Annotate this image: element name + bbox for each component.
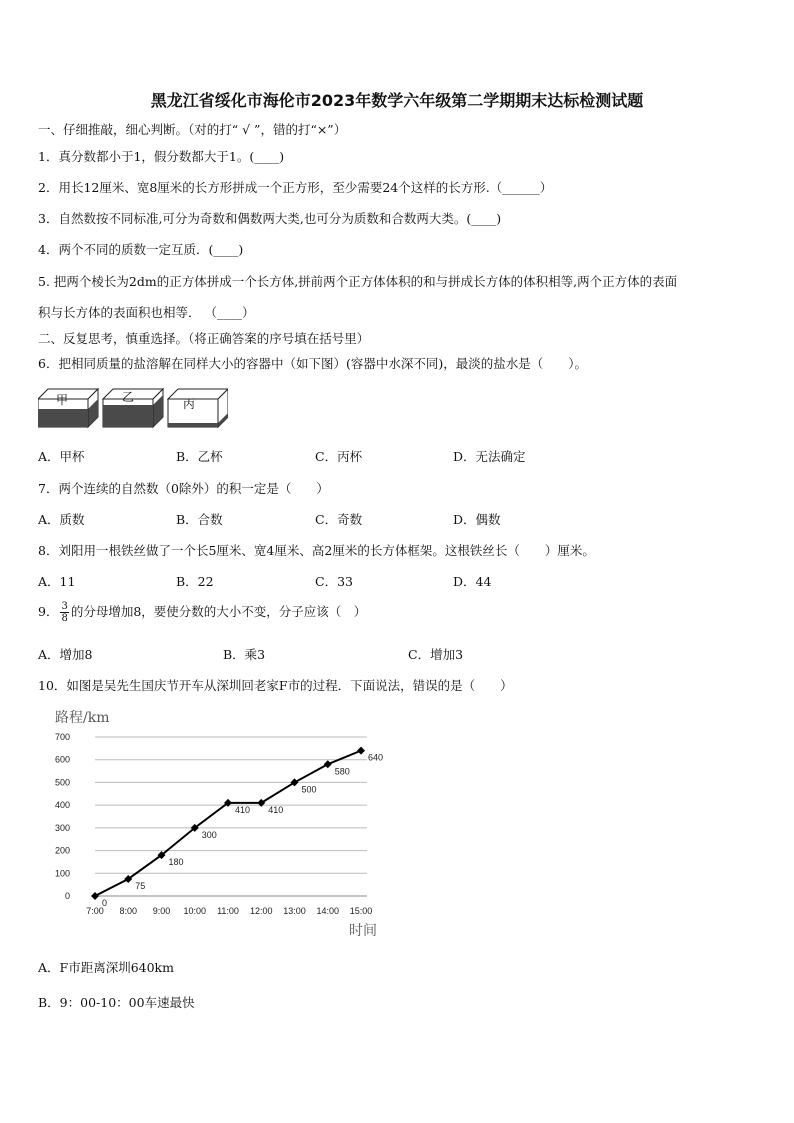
chart-data-label: 410: [235, 804, 251, 815]
chart-y-ticks: [55, 732, 70, 901]
q9-fraction-denominator: 8: [61, 613, 68, 624]
q8-option-a: A．11: [38, 574, 76, 589]
question-1: 1．真分数都小于1，假分数都大于1。(____): [38, 149, 285, 164]
container-bing-label: 丙: [183, 397, 196, 411]
chart-series-line: [95, 751, 361, 896]
q7-option-b: B．合数: [176, 512, 223, 527]
chart-grid: [95, 737, 367, 896]
chart-x-tick-label: 12:00: [249, 906, 273, 916]
chart-y-tick-label: 300: [54, 822, 70, 833]
q10-option-a: A．F市距离深圳640km: [38, 960, 174, 975]
question-8: 8．刘阳用一根铁丝做了一个长5厘米、宽4厘米、高2厘米的长方体框架。这根铁丝长（ ）厘米。: [38, 543, 595, 558]
q8-option-c: C．33: [315, 574, 353, 589]
section-2-heading: 二、反复思考，慎重选择。（将正确答案的序号填在括号里）: [38, 331, 370, 346]
question-9: [38, 601, 366, 624]
q7-option-c: C．奇数: [315, 512, 363, 527]
chart-y-tick-label: 700: [54, 732, 70, 742]
q10-option-b: B．9：00-10：00车速最快: [38, 995, 195, 1010]
chart-line: [95, 751, 361, 896]
question-6: 6．把相同质量的盐溶解在同样大小的容器中（如下图）(容器中水深不同)，最淡的盐水是（ ）。: [38, 356, 587, 371]
chart-y-tick-label: 500: [54, 777, 70, 788]
container-jia-label: 甲: [56, 393, 69, 407]
chart-data-label: 580: [334, 766, 350, 777]
chart-data-label: 640: [368, 752, 384, 763]
question-5-line-1: 5. 把两个棱长为2dm的正方体拼成一个长方体,拼前两个正方体体积的和与拼成长方体的体积相等,两个正方体的表面: [38, 274, 678, 289]
q9-fraction: [60, 601, 68, 624]
container-yi: [103, 389, 163, 427]
chart-y-tick-label: 100: [54, 868, 70, 879]
q9-option-c: C．增加3: [408, 647, 464, 662]
chart-y-axis-label: 路程/km: [55, 710, 110, 726]
containers-figure: [38, 387, 228, 433]
chart-x-tick-label: 8:00: [119, 906, 138, 916]
chart-x-tick-label: 10:00: [183, 906, 207, 916]
chart-data-label: 180: [168, 857, 184, 868]
chart-data-label: 300: [201, 829, 217, 840]
q9-text: 的分母增加8，要使分数的大小不变，分子应该（ ）: [70, 604, 367, 619]
q6-option-d: D．无法确定: [453, 449, 526, 464]
question-7: 7．两个连续的自然数（0除外）的积一定是（ ）: [38, 481, 329, 496]
chart-y-tick-label: 200: [54, 845, 70, 856]
chart-x-axis-label: 时间: [349, 923, 377, 939]
q9-option-a: A．增加8: [38, 647, 93, 662]
chart-y-tick-label: 600: [54, 754, 70, 765]
container-jia: [38, 389, 98, 427]
chart-data-label: 75: [135, 880, 146, 891]
page-title: 黑龙江省绥化市海伦市2023年数学六年级第二学期期末达标检测试题: [150, 91, 644, 110]
question-3: 3．自然数按不同标准,可分为奇数和偶数两大类,也可分为质数和合数两大类。(____): [38, 211, 502, 226]
chart-point: [91, 892, 99, 900]
q7-option-d: D．偶数: [453, 512, 501, 527]
q9-fraction-numerator: 3: [61, 601, 68, 612]
chart-point: [357, 747, 365, 755]
chart-x-tick-label: 11:00: [217, 906, 239, 916]
container-yi-label: 乙: [122, 390, 135, 404]
chart-data-label: 0: [102, 898, 108, 908]
chart-point: [324, 760, 332, 768]
q9-option-b: B．乘3: [223, 647, 266, 662]
question-10: 10．如图是吴先生国庆节开车从深圳回老家F市的过程．下面说法，错误的是（ ）: [38, 678, 513, 693]
chart-x-tick-label: 9:00: [152, 906, 171, 916]
q8-option-d: D．44: [453, 574, 492, 589]
chart-data-label: 500: [301, 784, 317, 795]
distance-time-chart: [40, 700, 400, 945]
chart-y-tick-label: 400: [54, 800, 70, 811]
q7-option-a: A．质数: [38, 512, 85, 527]
container-bing: [168, 389, 228, 427]
chart-x-tick-label: 13:00: [283, 906, 306, 916]
q6-option-a: A．甲杯: [38, 449, 85, 464]
chart-x-tick-label: 14:00: [316, 906, 340, 916]
q9-prefix: 9．: [38, 604, 59, 619]
chart-data-labels: [102, 753, 383, 908]
section-1-heading: 一、仔细推敲，细心判断。（对的打“ √ ”，错的打“×”）: [38, 122, 347, 137]
chart-x-tick-label: 7:00: [86, 906, 104, 916]
chart-x-tick-label: 15:00: [349, 906, 373, 916]
chart-y-tick-label: 0: [64, 891, 70, 901]
chart-x-ticks: [86, 906, 372, 916]
q6-option-b: B．乙杯: [176, 449, 223, 464]
question-5-line-2: 积与长方体的表面积也相等． （____）: [38, 305, 255, 320]
question-2: 2．用长12厘米、宽8厘米的长方形拼成一个正方形，至少需要24个这样的长方形.（______）: [38, 180, 553, 195]
chart-data-label: 410: [268, 804, 284, 815]
q6-option-c: C．丙杯: [315, 449, 363, 464]
q8-option-b: B．22: [176, 574, 214, 589]
question-4: 4．两个不同的质数一定互质．(____): [38, 242, 244, 257]
